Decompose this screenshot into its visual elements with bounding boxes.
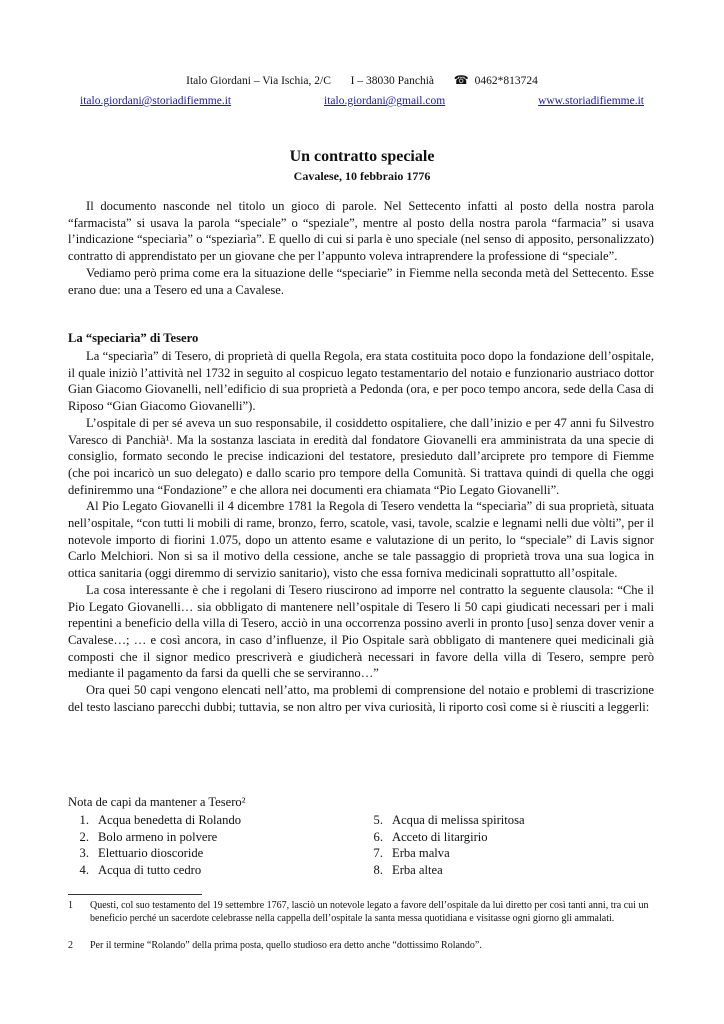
author-phone: 0462*813724 [474,75,538,87]
author-name: Italo Giordani [186,75,251,87]
email-link-gmail[interactable]: italo.giordani@gmail.com [324,95,446,107]
intro-section [68,198,654,298]
footnote: 2 Per il termine “Rolando” della prima posta, quello studioso era detto anche “dottissimo Rolando”. [68,940,482,951]
document-subtitle: Cavalese, 10 febbraio 1776 [293,169,431,183]
website-link[interactable]: www.storiadifiemme.it [538,95,644,107]
author-city: I – 38030 Panchià [350,75,435,87]
intro-paragraph: Vediamo però prima come era la situazione delle “speciarìe” in Fiemme nella seconda metà del Settecento. Esse erano due: una a Tesero ed una a Cavalese. [68,265,654,297]
remedies-list-left [62,812,241,878]
list-item: 1. Acqua benedetta di Rolando [79,813,242,827]
main-section [68,348,654,715]
list-caption: Nota de capi da mantener a Tesero² [68,795,246,809]
telephone-icon: ☎ [453,73,469,87]
list-item: 7. Erba malva [373,846,450,860]
letterhead-line: Italo Giordani – Via Ischia, 2/C I – 38030 Panchià ☎ 0462*813724 [186,73,538,87]
body-paragraph: Ora quei 50 capi vengono elencati nell’atto, ma problemi di comprensione del notaio e problemi di trascrizione del testo lasciano parecchi dubbi; tuttavia, se non altro per viva curiosità, li riporto così come si è riusciti a leggerli: [68,683,654,714]
list-item: 6. Acceto di litargirio [373,829,488,844]
remedies-list-right [356,812,525,878]
email-link-storiadifiemme[interactable]: italo.giordani@storiadifiemme.it [80,95,232,107]
list-item: 8. Erba altea [373,862,443,877]
footnote-divider [68,894,202,895]
list-item: 4. Acqua di tutto cedro [79,862,202,877]
list-item: 2. Bolo armeno in polvere [79,829,218,844]
list-item: 3. Elettuario dioscoride [79,846,204,860]
letterhead-links [80,95,644,107]
list-item: 5. Acqua di melissa spiritosa [373,813,525,827]
footnote: 1 Questi, col suo testamento del 19 settembre 1767, lasciò un notevole legato a favore dell’ospitale da lui diretto per così tanti anni, tra cui un beneficio perché un sacerdote celebrasse nella cappella dell’ospitale la santa messa quotidiana e visitasse ogni giorno gli ammalati. [68,900,649,924]
body-paragraph: Al Pio Legato Giovanelli il 4 dicembre 1781 la Regola di Tesero vendetta la “speciarìa” di sua proprietà, situata nell’ospitale, “con tutti li mobili di rame, bronzo, ferro, scatole, vasi, tavole, scalzie e legnami nelli due vòlti”, per il notevole importo di fiorini 1.075, dopo un attento esame e valutazione di un perito, lo “speciale” di Lavis signor Carlo Melchiori. Non si sa il motivo della cessione, anche se tale passaggio di proprietà trova una sua logica in ottica sanitaria (oggi diremmo di servizio sanitario), visto che essa forniva medicinali soprattutto all’ospitale. [68,499,654,581]
body-paragraph: La “speciarìa” di Tesero, di proprietà di quella Regola, era stata costituita poco dopo la fondazione dell’ospitale, il quale iniziò l’attività nel 1732 in seguito al cospicuo legato testamentario del notaio e funzionario austriaco dottor Gian Giacomo Giovanelli, nell’edificio di sua proprietà a Pedonda (ora, e per poco tempo ancora, sede della Casa di Riposo “Gian Giacomo Giovanelli”). [68,349,654,414]
body-paragraph: L’ospitale di per sé aveva un suo responsabile, il cosiddetto ospitaliere, che dall’inizio e per 47 anni fu Silvestro Varesco di Panchià¹. Ma la sostanza lasciata in eredità dal fondatore Giovanelli era amministrata da una specie di consiglio, formato secondo le precise indicazioni del testatore, presieduto dall’arciprete pro tempore di Fiemme (che poi incaricò un suo delegato) e dallo scario pro tempore della Comunità. Si trattava quindi di quella che oggi definiremmo una “Fondazione” e che allora nei documenti era chiamata “Pio Legato Giovanelli”. [68,415,654,497]
intro-paragraph: Il documento nasconde nel titolo un gioco di parole. Nel Settecento infatti al posto della nostra parola “farmacista” si usava la parola “speciale” o “speziale”, mentre al posto della nostra parola “farmacia” si usava l’indicazione “speciarìa” o “speziarìa”. E quello di cui si parla è uno speciale (nel senso di apposito, personalizzato) contratto di apprendistato per un giovane che per l’appunto voleva intraprendere la professione di “speciale”. [68,199,654,264]
author-address: Via Ischia, 2/C [262,75,331,87]
document-title: Un contratto speciale [289,148,435,165]
body-paragraph: La cosa interessante è che i regolani di Tesero riuscirono ad imporre nel contratto la seguente clausola: “Che il Pio Legato Giovanelli… sia obbligato di mantenere nell’ospitale di Tesero li 50 capi giudicati necessari per i mali repentini a beneficio della villa di Tesero, acciò in una occorrenza possino averli in pronto [uso] senza dover venir a Cavalese…; … e così ancora, in caso d’influenze, il Pio Ospitale sarà obbligato di mantenere quei medicinali già composti che il signor medico prescriverà e giudicherà necessari in favore della villa di Tesero, sempre però mediante il pagamento da farsi da quelli che se serviranno…” [68,582,654,681]
section-heading: La “speciarìa” di Tesero [68,331,199,345]
